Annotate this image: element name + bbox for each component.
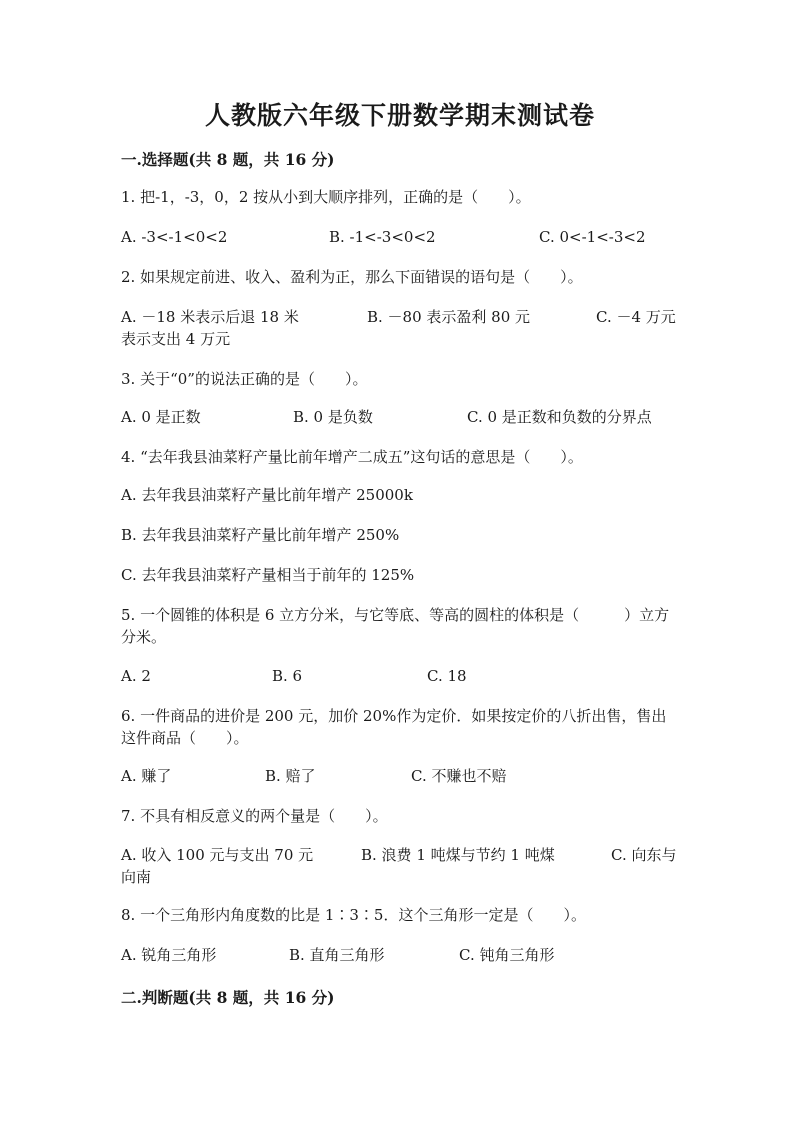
- option-8b: B. 直角三角形: [289, 946, 385, 964]
- option-3a: A. 0 是正数: [121, 408, 201, 426]
- option-1c: C. 0<-1<-3<2: [539, 228, 646, 246]
- option-5b: B. 6: [272, 667, 303, 685]
- option-2c: C. －4 万元: [596, 308, 676, 326]
- option-3b: B. 0 是负数: [293, 408, 373, 426]
- option-7c-continued: 向南: [121, 868, 152, 886]
- question-3: 3. 关于“0”的说法正确的是（ ）。: [121, 370, 368, 388]
- option-4b: B. 去年我县油菜籽产量比前年增产 250%: [121, 526, 400, 544]
- question-1: 1. 把-1，-3，0，2 按从小到大顺序排列，正确的是（ ）。: [121, 188, 531, 206]
- question-4: 4. “去年我县油菜籽产量比前年增产二成五”这句话的意思是（ ）。: [121, 448, 583, 466]
- option-3c: C. 0 是正数和负数的分界点: [467, 408, 652, 426]
- option-1a: A. -3<-1<0<2: [121, 228, 228, 246]
- option-5a: A. 2: [121, 667, 151, 685]
- question-8: 8. 一个三角形内角度数的比是 1∶3∶5．这个三角形一定是（ ）。: [121, 906, 586, 924]
- option-6c: C. 不赚也不赔: [411, 767, 507, 785]
- option-6b: B. 赔了: [265, 767, 316, 785]
- question-6: 6. 一件商品的进价是 200 元，加价 20%作为定价．如果按定价的八折出售，售出这件商品（ ）。: [121, 707, 667, 747]
- option-5c: C. 18: [427, 667, 467, 685]
- section-heading-judgment: 二.判断题(共 8 题，共 16 分): [121, 988, 335, 1007]
- option-7c: C. 向东与: [611, 846, 677, 864]
- question-2: 2. 如果规定前进、收入、盈利为正，那么下面错误的语句是（ ）。: [121, 268, 583, 286]
- option-4c: C. 去年我县油菜籽产量相当于前年的 125%: [121, 566, 415, 584]
- option-2c-continued: 表示支出 4 万元: [121, 330, 231, 348]
- option-8a: A. 锐角三角形: [121, 946, 217, 964]
- option-2a: A. －18 米表示后退 18 米: [121, 308, 299, 326]
- section-heading-choice: 一.选择题(共 8 题，共 16 分): [121, 150, 335, 169]
- question-5: 5. 一个圆锥的体积是 6 立方分米，与它等底、等高的圆柱的体积是（ ）立方分米。: [121, 606, 670, 646]
- option-2b: B. －80 表示盈利 80 元: [367, 308, 531, 326]
- option-8c: C. 钝角三角形: [459, 946, 555, 964]
- option-7b: B. 浪费 1 吨煤与节约 1 吨煤: [361, 846, 555, 864]
- option-4a: A. 去年我县油菜籽产量比前年增产 25000k: [121, 486, 413, 504]
- question-7: 7. 不具有相反意义的两个量是（ ）。: [121, 807, 388, 825]
- page-title: 人教版六年级下册数学期末测试卷: [204, 101, 595, 130]
- option-1b: B. -1<-3<0<2: [329, 228, 436, 246]
- option-6a: A. 赚了: [121, 767, 172, 785]
- option-7a: A. 收入 100 元与支出 70 元: [121, 846, 314, 864]
